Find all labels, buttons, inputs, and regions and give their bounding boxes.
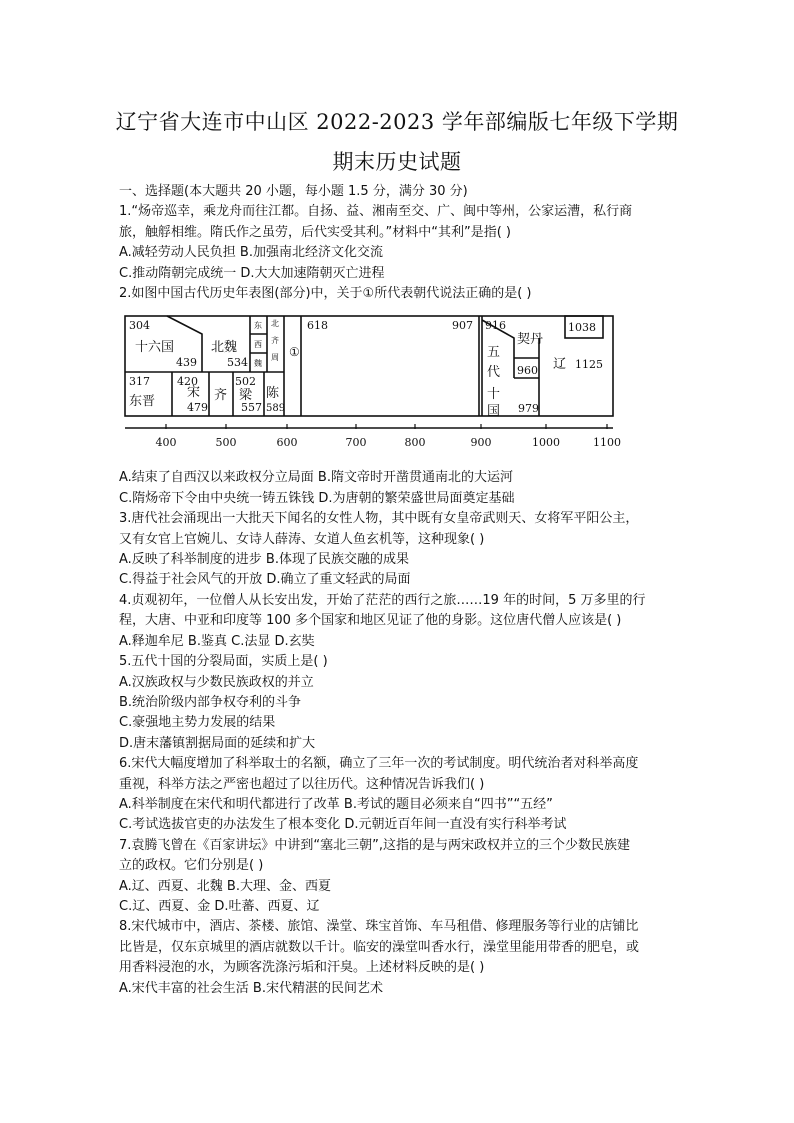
q8-stem-3: 用香料浸泡的水，为顾客洗涤污垢和汗臭。上述材料反映的是( )	[119, 960, 485, 976]
period-wudai-2: 代	[487, 365, 501, 381]
q1-options-1: A.减轻劳动人民负担 B.加强南北经济文化交流	[119, 245, 383, 261]
period-shiliuguo: 十六国	[135, 340, 175, 356]
year-916: 916	[485, 319, 506, 333]
axis-tick-500: 500	[215, 436, 237, 450]
q8-options-1: A.宋代丰富的社会生活 B.宋代精湛的民间艺术	[119, 980, 383, 996]
q1-stem-2: 旅，触艀相维。隋氏作之虽劳，后代实受其利。”材料中“其利”是指( )	[119, 224, 511, 240]
year-1038: 1038	[568, 321, 596, 335]
axis-tick-700: 700	[345, 436, 367, 450]
question-body	[119, 182, 679, 999]
year-304: 304	[129, 319, 150, 333]
year-589: 589	[266, 403, 286, 415]
q2-options-1: A.结束了自西汉以来政权分立局面 B.隋文帝时开凿贯通南北的大运河	[119, 470, 513, 486]
year-317: 317	[129, 375, 150, 389]
period-zhou: 周	[271, 353, 279, 363]
period-chen: 陈	[266, 386, 280, 402]
q5-option-a: A.汉族政权与少数民族政权的并立	[119, 674, 314, 690]
period-qidan: 契丹	[517, 332, 544, 348]
period-liang: 梁	[239, 388, 253, 404]
q7-stem-2: 立的政权。它们分别是( )	[119, 858, 264, 874]
axis-tick-1100: 1100	[593, 436, 621, 450]
period-song: 宋	[187, 385, 201, 401]
history-timeline-figure	[119, 308, 679, 464]
q6-options-2: C.考试选拔官吏的办法发生了根本变化 D.元朝近百年间一直没有实行科举考试	[119, 817, 567, 833]
period-qi2: 齐	[271, 336, 279, 346]
year-502: 502	[235, 375, 256, 389]
year-960: 960	[517, 364, 538, 378]
q4-stem-2: 程，大唐、中亚和印度等 100 多个国家和地区见证了他的身影。这位唐代僧人应该是( )	[119, 613, 622, 629]
axis-tick-900: 900	[470, 436, 492, 450]
q8-stem-1: 8.宋代城市中，酒店、茶楼、旅馆、澡堂、珠宝首饰、车马租借、修理服务等行业的店铺比	[119, 919, 639, 935]
period-bei: 北	[271, 319, 279, 329]
q2-options-2: C.隋炀帝下令由中央统一铸五铢钱 D.为唐朝的繁荣盛世局面奠定基础	[119, 490, 515, 506]
axis-tick-1000: 1000	[532, 436, 560, 450]
year-618: 618	[307, 319, 328, 333]
q3-stem-2: 又有女官上官婉儿、女诗人薛涛、女道人鱼玄机等，这种现象( )	[119, 531, 485, 547]
period-shiguo-2: 国	[487, 404, 501, 420]
q6-stem-1: 6.宋代大幅度增加了科举取士的名额，确立了三年一次的考试制度。明代统治者对科举高度	[119, 756, 639, 772]
axis-tick-600: 600	[276, 436, 298, 450]
period-wei: 魏	[254, 359, 262, 369]
q1-options-2: C.推动隋朝完成统一 D.大大加速隋朝灭亡进程	[119, 265, 385, 281]
year-439: 439	[176, 356, 197, 370]
period-xi: 西	[254, 340, 262, 350]
q3-options-1: A.反映了科举制度的进步 B.体现了民族交融的成果	[119, 552, 409, 568]
year-907: 907	[452, 319, 473, 333]
q5-option-b: B.统治阶级内部争权夺利的斗争	[119, 694, 302, 710]
axis-tick-800: 800	[404, 436, 426, 450]
q3-stem-1: 3.唐代社会涌现出一大批天下闻名的女性人物，其中既有女皇帝武则天、女将军平阳公主，	[119, 511, 639, 527]
period-dongjin: 东晋	[129, 394, 156, 410]
q7-options-2: C.辽、西夏、金 D.吐蕃、西夏、辽	[119, 898, 320, 914]
period-shiguo-1: 十	[487, 387, 501, 403]
q7-options-1: A.辽、西夏、北魏 B.大理、金、西夏	[119, 878, 331, 894]
year-557: 557	[241, 401, 262, 415]
year-479: 479	[187, 401, 208, 415]
q4-options: A.释迦牟尼 B.鉴真 C.法显 D.玄奘	[119, 633, 315, 649]
period-dong: 东	[254, 321, 262, 331]
section-heading: 一、选择题(本大题共 20 小题，每小题 1.5 分，满分 30 分)	[119, 184, 468, 199]
period-liao: 辽	[553, 357, 567, 373]
q2-stem: 2.如图中国古代历史年表图(部分)中，关于①所代表朝代说法正确的是( )	[119, 286, 532, 302]
year-420: 420	[177, 375, 198, 389]
year-534: 534	[227, 356, 248, 370]
q3-options-2: C.得益于社会风气的开放 D.确立了重文轻武的局面	[119, 572, 411, 588]
q6-options-1: A.科举制度在宋代和明代都进行了改革 B.考试的题目必须来自“四书”“五经”	[119, 796, 553, 812]
axis-tick-400: 400	[155, 436, 177, 450]
q7-stem-1: 7.袁腾飞曾在《百家讲坛》中讲到“塞北三朝”,这指的是与两宋政权并立的三个少数民族建	[119, 837, 631, 853]
q1-stem-1: 1.“炀帝巡幸，乘龙舟而往江都。自扬、益、湘南至交、广、闽中等州，公家运漕，私行商	[119, 204, 633, 220]
period-wudai-1: 五	[487, 345, 501, 361]
q5-option-c: C.豪强地主势力发展的结果	[119, 715, 276, 731]
year-1125: 1125	[575, 358, 603, 372]
timeline-svg	[119, 308, 679, 464]
q6-stem-2: 重视，科举方法之严密也超过了以往历代。这种情况告诉我们( )	[119, 776, 485, 792]
q5-stem: 5.五代十国的分裂局面，实质上是( )	[119, 654, 328, 670]
period-qi: 齐	[214, 388, 228, 404]
q8-stem-2: 比皆是，仅东京城里的酒店就数以千计。临安的澡堂叫香水行，澡堂里能用带香的肥皂，或	[119, 939, 640, 955]
period-beiwei: 北魏	[211, 340, 238, 356]
title-line-2: 期末历史试题	[332, 150, 462, 174]
title-line-1: 辽宁省大连市中山区 2022-2023 学年部编版七年级下学期	[115, 110, 679, 134]
period-marker: ①	[289, 345, 300, 360]
year-979: 979	[518, 402, 539, 416]
q5-option-d: D.唐末藩镇割据局面的延续和扩大	[119, 735, 316, 751]
q4-stem-1: 4.贞观初年，一位僧人从长安出发，开始了茫茫的西行之旅……19 年的时间，5 万多里的行	[119, 592, 646, 608]
